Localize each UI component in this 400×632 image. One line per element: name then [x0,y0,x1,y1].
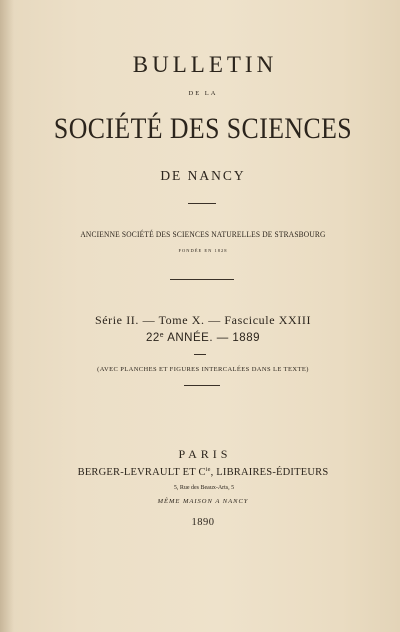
year-volume-text [3,332,400,344]
publisher-main: BERGER-LEVRAULT ET C [77,466,206,478]
publisher-text [3,466,400,478]
divider-rule [188,203,216,204]
year-superscript: e [159,332,165,339]
publisher-rest: , LIBRAIRES-ÉDITEURS [210,466,329,478]
de-nancy-text: DE NANCY [160,168,246,183]
founded-text: FONDÉE EN 1828 [178,248,228,253]
society-title: SOCIÉTÉ DES SCIENCES [53,112,353,145]
divider-rule [184,385,220,386]
publication-year: 1890 [191,517,215,528]
same-house-text: MÊME MAISON A NANCY [157,498,249,505]
bulletin-heading: BULLETIN [132,52,278,77]
city-text: PARIS [178,447,232,461]
divider-rule [170,279,234,280]
year-rest: ANNÉE. — 1889 [164,332,260,345]
publisher-superscript: ie [205,466,211,473]
de-la-text: DE LA [188,90,218,97]
series-text: Série II. — Tome X. — Fascicule XXIII [94,313,312,327]
address-text: 5, Rue des Beaux-Arts, 5 [173,485,235,491]
former-society-text: ANCIENNE SOCIÉTÉ DES SCIENCES NATURELLES DE STRASBOURG [80,230,326,239]
plates-note: (AVEC PLANCHES ET FIGURES INTERCALÉES DANS LE TEXTE) [97,366,309,373]
year-number: 22 [146,332,160,345]
divider-rule [194,354,206,355]
